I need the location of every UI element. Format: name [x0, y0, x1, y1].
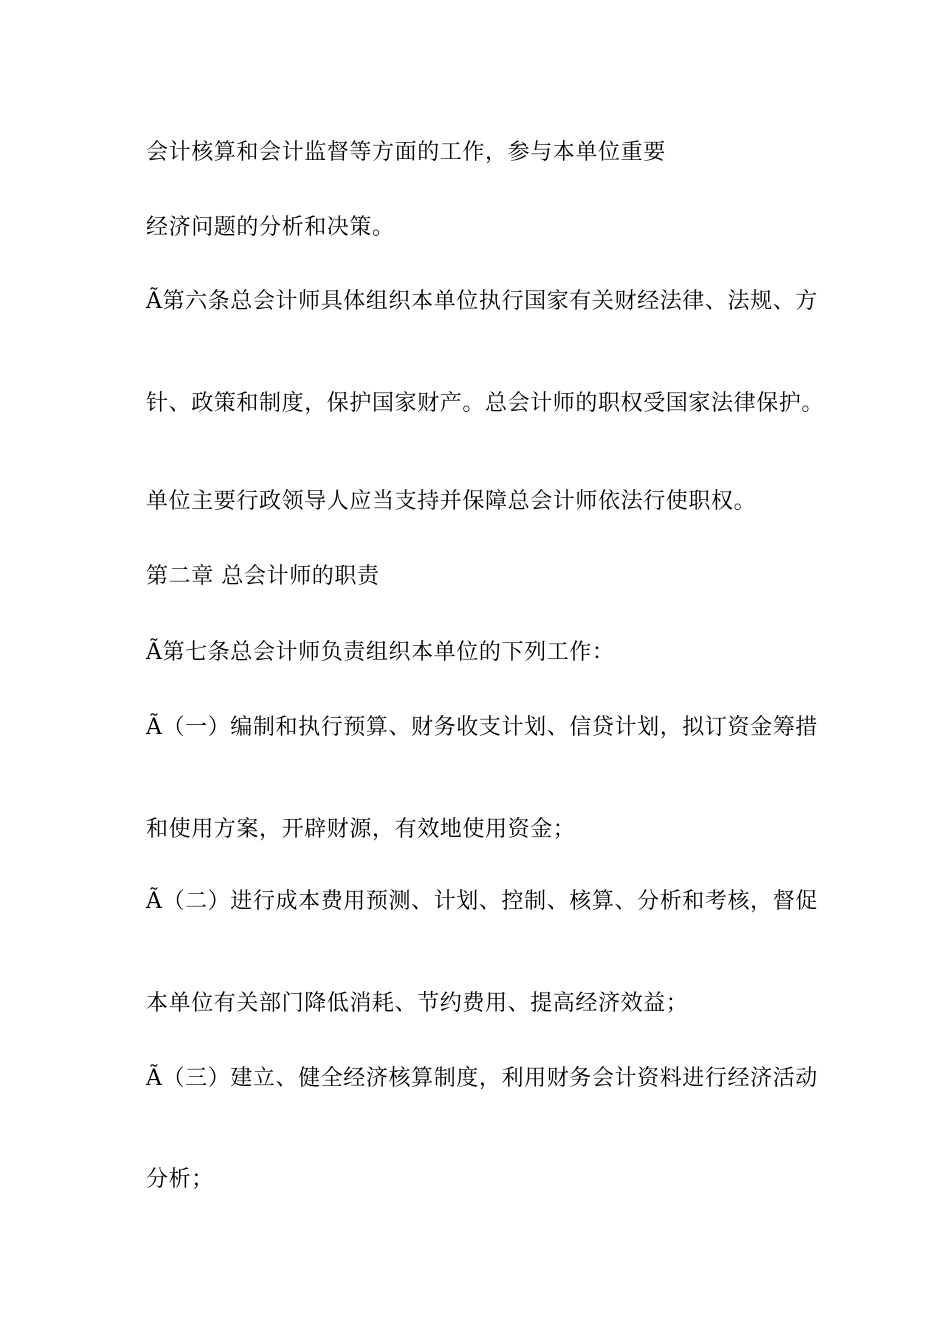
item-1-line: Ã（一）编制和执行预算、财务收支计划、信贷计划，拟订资金筹措: [146, 715, 818, 740]
article-7-line: Ã第七条总会计师负责组织本单位的下列工作：: [146, 640, 615, 665]
article-6-line: Ã第六条总会计师具体组织本单位执行国家有关财经法律、法规、方: [146, 289, 818, 314]
paragraph-line: 分析；: [146, 1167, 214, 1192]
item-2-line: Ã（二）进行成本费用预测、计划、控制、核算、分析和考核，督促: [146, 889, 818, 914]
paragraph-line: 单位主要行政领导人应当支持并保障总会计师依法行使职权。: [146, 489, 757, 514]
chapter-heading: 第二章 总会计师的职责: [146, 564, 380, 589]
paragraph-line: 针、政策和制度，保护国家财产。总会计师的职权受国家法律保护。: [146, 391, 825, 416]
paragraph-line: 经济问题的分析和决策。: [146, 215, 395, 240]
paragraph-line: 本单位有关部门降低消耗、节约费用、提高经济效益；: [146, 991, 689, 1016]
paragraph-line: 和使用方案，开辟财源，有效地使用资金；: [146, 817, 576, 842]
item-3-line: Ã（三）建立、健全经济核算制度，利用财务会计资料进行经济活动: [146, 1066, 818, 1091]
paragraph-line: 会计核算和会计监督等方面的工作，参与本单位重要: [146, 140, 666, 165]
